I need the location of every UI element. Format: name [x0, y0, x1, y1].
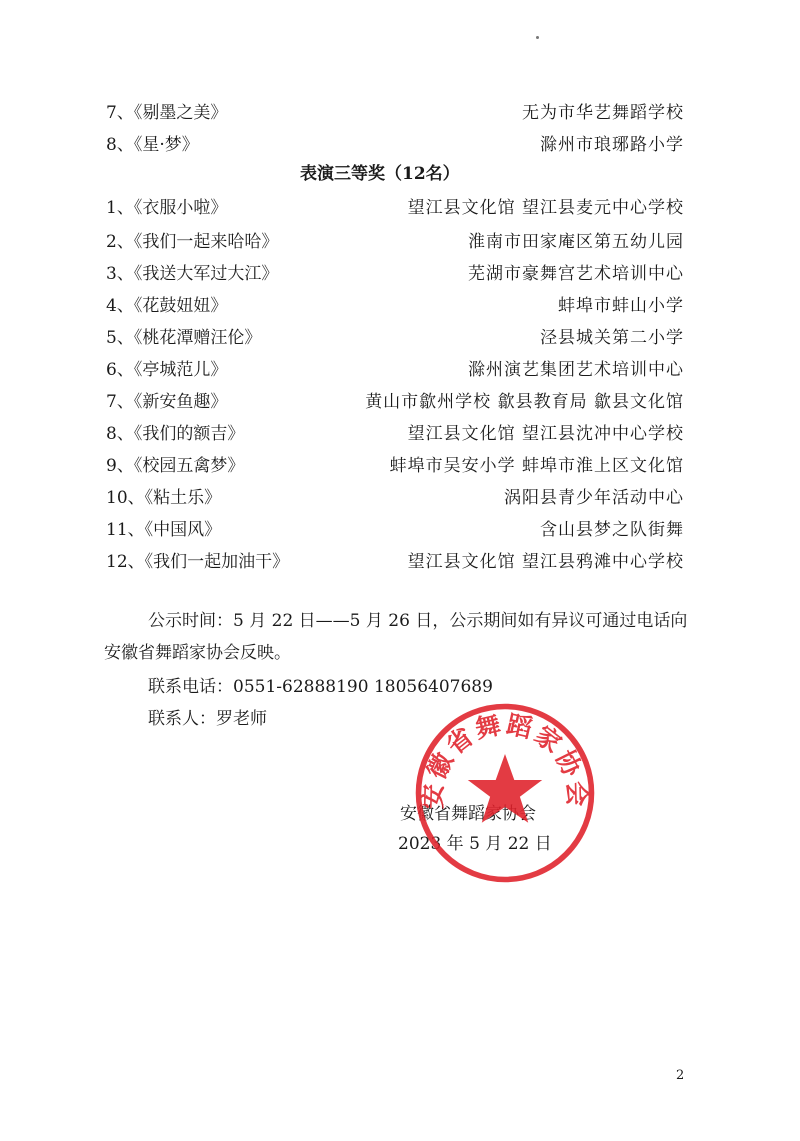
- award-organization: 滁州市琅琊路小学: [540, 135, 684, 155]
- award-title: 2、《我们一起来哈哈》: [106, 232, 279, 252]
- award-title: 1、《衣服小啦》: [106, 198, 228, 218]
- notice-period: [104, 605, 694, 669]
- notice-phone: [104, 671, 694, 703]
- award-row-prev-7: [106, 96, 684, 130]
- notice-period-text: 公示时间：5 月 22 日——5 月 26 日，公示期间如有异议可通过电话向安徽省舞蹈家协会反映。: [104, 611, 688, 663]
- award-row: [106, 225, 684, 259]
- notice-contact-text: 联系人：罗老师: [148, 709, 267, 729]
- award-row: [106, 257, 684, 291]
- award-organization: 滁州演艺集团艺术培训中心: [468, 360, 684, 380]
- award-row: [106, 417, 684, 451]
- award-organization: 无为市华艺舞蹈学校: [522, 103, 684, 123]
- award-organization: 泾县城关第二小学: [540, 328, 684, 348]
- award-row: [106, 353, 684, 387]
- award-title: 8、《我们的额吉》: [106, 424, 245, 444]
- award-row: [106, 385, 684, 419]
- award-organization: 黄山市歙州学校 歙县教育局 歙县文化馆: [365, 392, 684, 412]
- signature-date: 2023 年 5 月 22 日: [398, 834, 552, 854]
- award-row: [106, 545, 684, 579]
- award-organization: 望江县文化馆 望江县鸦滩中心学校: [407, 552, 684, 572]
- award-title: 12、《我们一起加油干》: [106, 552, 290, 572]
- award-title: 5、《桃花潭赠汪伦》: [106, 328, 262, 348]
- award-title: 7、《剔墨之美》: [106, 103, 228, 123]
- award-title: 4、《花鼓妞妞》: [106, 296, 228, 316]
- notice-phone-text: 联系电话：0551-62888190 18056407689: [148, 677, 493, 697]
- seal-text-path: 安徽省舞蹈家协会: [417, 708, 593, 810]
- award-organization: 芜湖市豪舞宫艺术培训中心: [468, 264, 684, 284]
- award-row: [106, 289, 684, 323]
- award-row: [106, 321, 684, 355]
- scan-speck: [536, 36, 539, 39]
- award-row: [106, 449, 684, 483]
- award-organization: 淮南市田家庵区第五幼儿园: [468, 232, 684, 252]
- notice-contact: [104, 703, 694, 735]
- seal-star-icon: [468, 754, 542, 823]
- official-seal-stamp: [412, 700, 598, 886]
- award-organization: 蚌埠市吴安小学 蚌埠市淮上区文化馆: [389, 456, 684, 476]
- award-organization: 望江县文化馆 望江县麦元中心学校: [407, 198, 684, 218]
- award-row-prev-8: [106, 128, 684, 162]
- award-title: 6、《亭城范儿》: [106, 360, 228, 380]
- page-number: 2: [676, 1068, 685, 1083]
- award-title: 9、《校园五禽梦》: [106, 456, 245, 476]
- award-title: 10、《粘土乐》: [106, 488, 222, 508]
- award-row: [106, 513, 684, 547]
- award-organization: 蚌埠市蚌山小学: [558, 296, 684, 316]
- award-organization: 涡阳县青少年活动中心: [504, 488, 684, 508]
- award-title: 3、《我送大军过大江》: [106, 264, 279, 284]
- award-title: 11、《中国风》: [106, 520, 222, 540]
- award-title: 7、《新安鱼趣》: [106, 392, 228, 412]
- award-row: [106, 481, 684, 515]
- award-title: 8、《星·梦》: [106, 135, 199, 155]
- award-organization: 望江县文化馆 望江县沈冲中心学校: [407, 424, 684, 444]
- award-organization: 含山县梦之队街舞: [540, 520, 684, 540]
- signature-organization: 安徽省舞蹈家协会: [400, 804, 536, 824]
- award-row: [106, 191, 684, 225]
- section-heading-third-prize: 表演三等奖（12名）: [300, 164, 460, 184]
